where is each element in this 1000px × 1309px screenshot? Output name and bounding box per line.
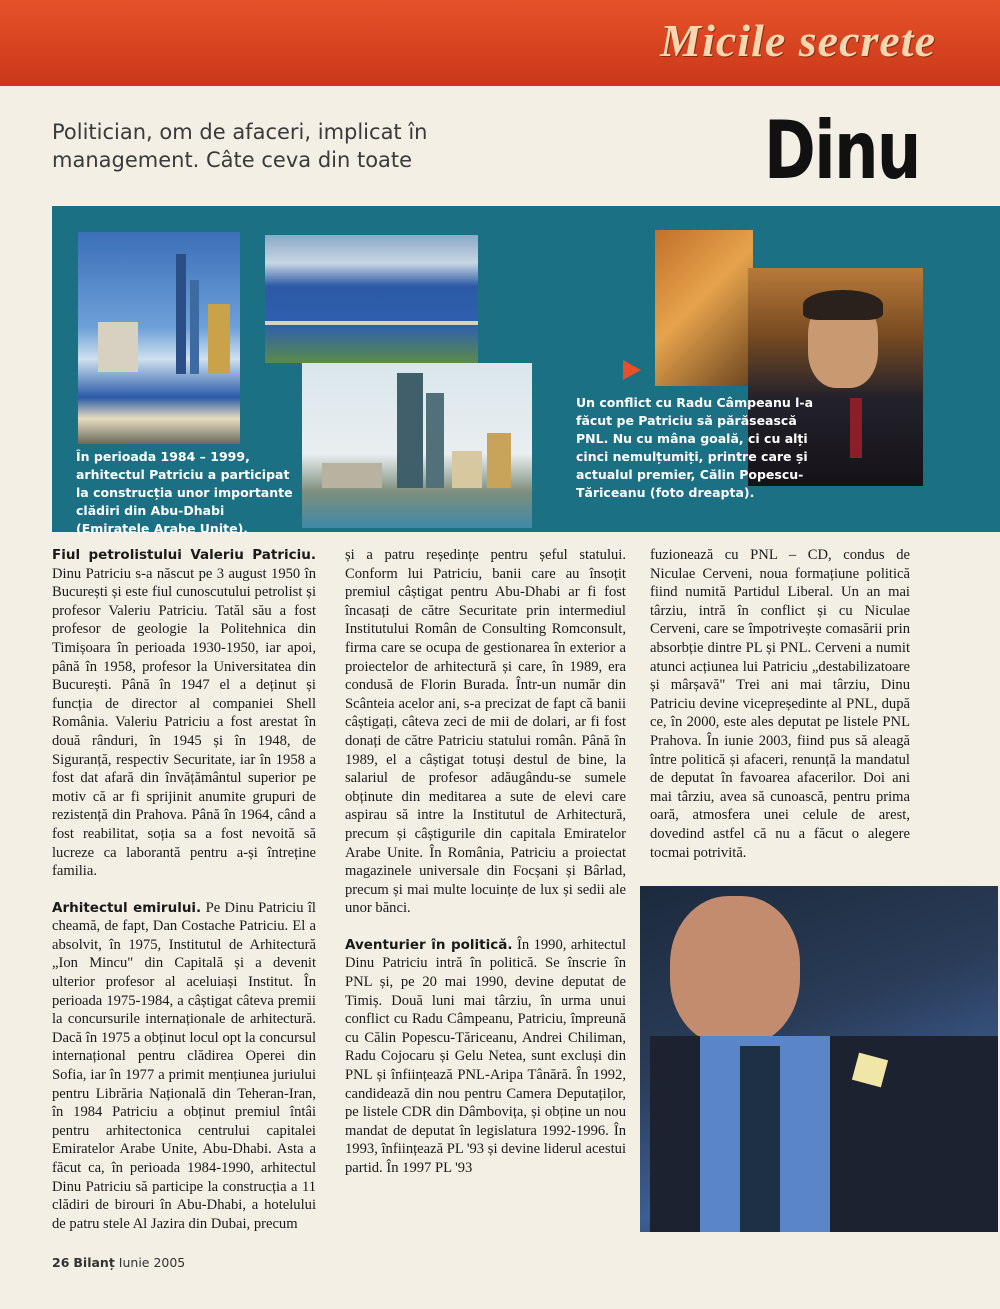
section-lead-arhitect: Arhitectul emirului. [52,899,202,916]
article-column-3 [650,546,910,880]
section-lead-politica: Aventurier în politică. [345,936,513,953]
city-towers-photo [302,363,532,528]
caption-arrow-icon [623,360,641,380]
page-number: 26 [52,1255,70,1270]
photo-caption-abu-dhabi: În perioada 1984 – 1999, arhitectul Patriciu a participat la construcția unor importante clădiri din Abu-Dhabi (Emiratele Arabe Unite). [76,449,293,536]
page-footer [52,1255,185,1270]
issue-date: Iunie 2005 [118,1255,186,1270]
dinu-patriciu-photo [640,886,998,1232]
article-deck: Politician, om de afaceri, implicat în management. Câte ceva din toate [52,120,428,172]
photo-caption-campeanu: Un conflict cu Radu Câmpeanu l-a făcut pe Patriciu să părăsească PNL. Nu cu mâna goală, ci cu alți cinci nemulțumiți, printre care și actualul premier, Călin Popescu-Tăriceanu (foto dreapta). [576,395,814,500]
article-column-2 [345,546,626,1196]
section-header-bar [0,0,1000,86]
magazine-name: Bilanț [73,1255,115,1270]
body-text: Pe Dinu Patriciu îl cheamă, de fapt, Dan Costache Patriciu. El a absolvit, în 1975, Institutul de Arhitectură „Ion Mincu" din Capitală și a devenit ulterior profesor al aceluiași Institut. În perioada 1975-1984, a câștigat câteva premii la concursurile internaționale de arhitectură. Dacă în 1975 a obținut locul opt la concursul internațional pentru clădirea Operei din Sofia, iar în 1977 a primit mențiunea juriului pentru Librăria Națională din Teheran-Iran, în 1984 Patriciu a obținut premiul întâi pentru arhitectonica centrului capitalei Emiratelor Arabe Unite, Abu-Dhabi. Asta a făcut ca, în perioada 1984-1990, arhitectul Dinu Patriciu să participe la construcția a 11 clădiri de birouri în Abu-Dhabi, a hotelului de patru stele Al Jazira din Dubai, precum [52,899,316,1232]
abu-dhabi-skyline-photo [78,232,240,444]
lagoon-aerial-photo [265,235,478,363]
section-lead-petrolist: Fiul petrolistului Valeriu Patriciu. [52,547,316,563]
article-headline: Dinu [764,104,920,197]
section-title: Micile secrete [660,15,936,66]
body-text: fuzionează cu PNL – CD, condus de Niculae Cerveni, noua formațiune politică fiind numită Partidul Liberal. Un an mai târziu, intră în conflict și cu Niculae Cerveni, care se împotrivește comasării prin absorbție dintre PL și PNL. Cerveni a numit atunci acțiunea lui Patriciu „destabilizatoare și mârșavă" Trei ani mai târziu, Dinu Patriciu devine vicepreședinte al PNL, după ce, în 2000, este ales deputat pe listele PNL Prahova. În iunie 2003, fiind pus să aleagă între politică și afaceri, renunță la mandatul de deputat în favoarea afacerilor. Doi ani mai târziu, avea să cunoască, pentru prima oară, atmosfera unei celule de arest, dovedind astfel că nu a făcut o alegere tocmai potrivită. [650,547,910,861]
body-text: În 1990, arhitectul Dinu Patriciu intră în politică. Se înscrie în PNL și, pe 20 mai 1990, devine deputat de Timiș. Două luni mai târziu, în urma unui conflict cu Radu Câmpeanu, Patriciu, împreună cu Călin Popescu-Tăriceanu, Andrei Chiliman, Radu Cojocaru și Gelu Netea, sunt excluși din PNL și înființează PNL-Aripa Tânără. În 1992, candidează din nou pentru Camera Deputaților, pe listele CDR din Dâmbovița, și obține un nou mandat de deputat în legislatura 1992-1996. În 1993, înființează PL '93 și devine liderul acestui partid. În 1997 PL '93 [345,936,626,1176]
body-text: și a patru reședințe pentru șeful statului. Conform lui Patriciu, banii care au însoțit premiul câștigat pentru Abu-Dhabi ar fi fost încasați de către Securitate prin intermediul Institutului Român de Consulting Romconsult, firma care se ocupa de gestionarea în exterior a proiectelor de arhitectură și care, în 1989, era condusă de Florin Burada. Într-un număr din Scânteia acelor ani, s-a precizat de fapt că banii câștigați, câteva zeci de mii de dolari, ar fi fost donați de către Patriciu statului român. Până în 1989, el a câștigat totuși destul de bine, la salariul de profesor adăugându-se sumele obținute din meditarea a sute de elevi care aspirau să intre la Institutul de Arhitectură, precum și câștigurile din capitala Emiratelor Arabe Unite. În România, Patriciu a proiectat magazinele universale din Focșani și Bârlad, precum și mai multe locuințe de lux și sedii ale unor bănci. [345,547,626,917]
body-text: Dinu Patriciu s-a născut pe 3 august 1950 în București și este fiul cunoscutului petrolist și profesor Valeriu Patriciu. Tatăl său a fost profesor de geologie la Politehnica din Timișoara în perioada 1930-1950, iar apoi, până în 1958, profesor la Universitatea din București. Până în 1947 el a deținut și funcția de director al companiei Shell România. Valeriu Patriciu a fost arestat în două rânduri, în 1945 și în 1948, de Siguranță, respectiv Securitate, iar în 1958 a fost dat afară din învățământul superior pe motiv că ar fi sprijinit anumite grupuri de rezistență din Prahova. Până în 1964, când a fost reabilitat, soția sa a fost nevoită să lucreze ca laborantă pentru a-și întreține familia. [52,565,316,880]
article-column-1 [52,546,316,1251]
radu-campeanu-photo [655,230,753,386]
